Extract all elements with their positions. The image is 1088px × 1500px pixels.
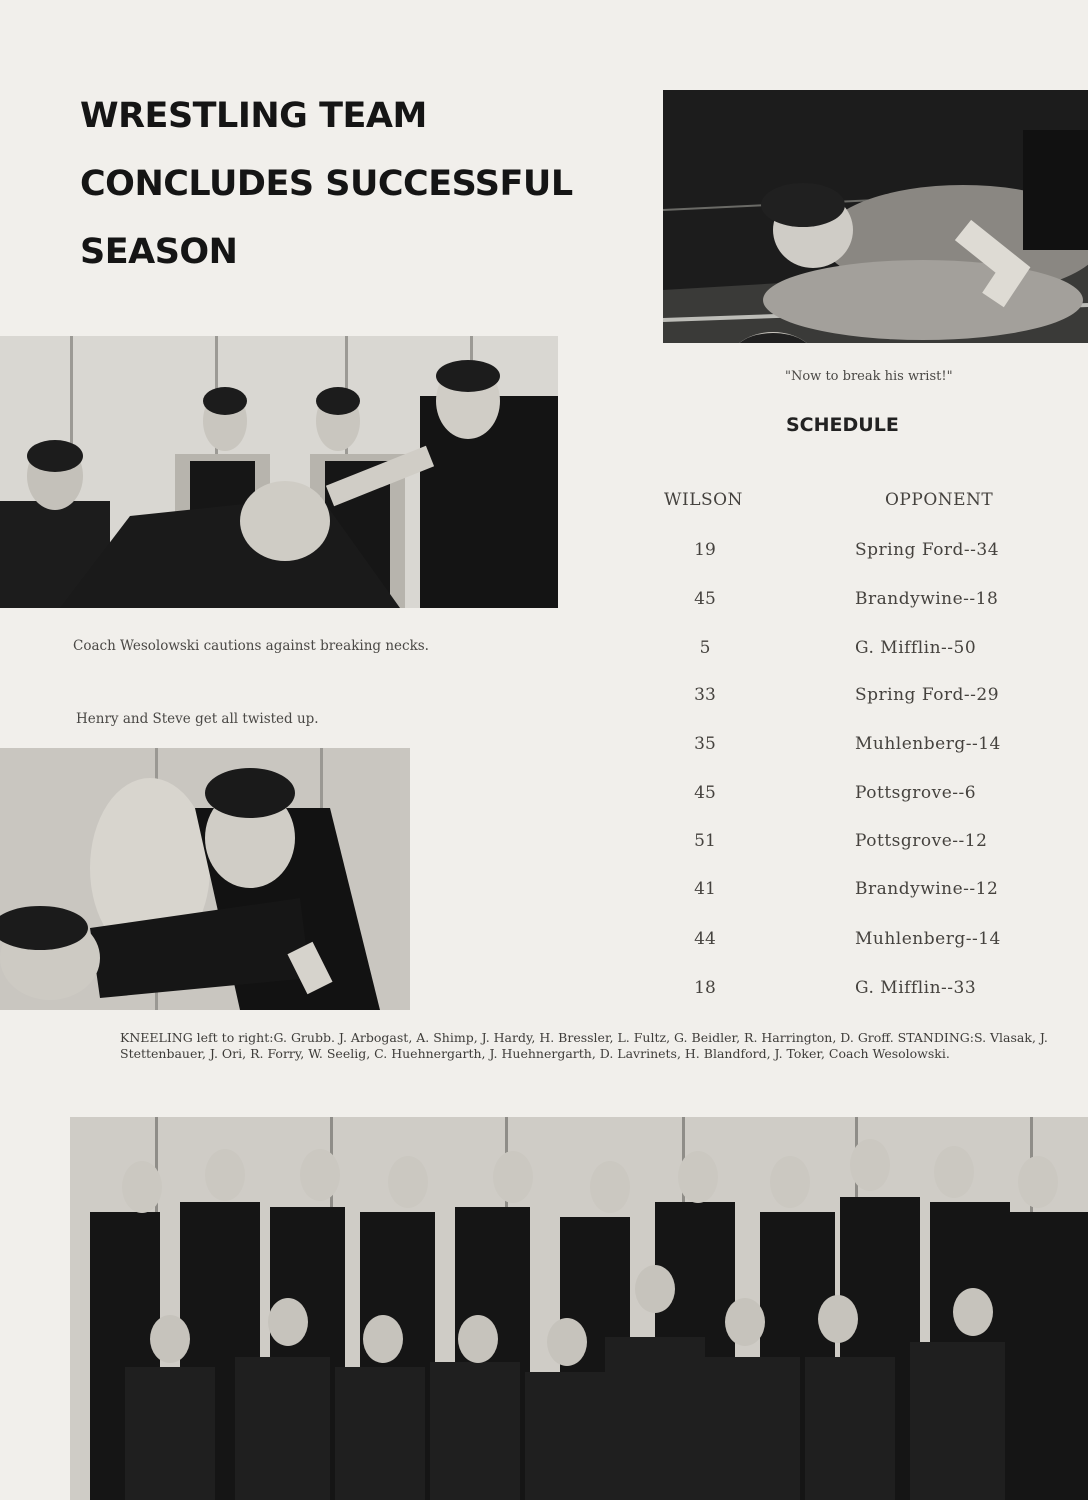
coach-caption: Coach Wesolowski cautions against breaking necks. xyxy=(73,638,429,654)
page-headline xyxy=(80,82,620,286)
wrist-hold-caption: "Now to break his wrist!" xyxy=(785,369,953,384)
headline-line-3: SEASON xyxy=(80,232,238,272)
opponent-score: G. Mifflin--33 xyxy=(855,978,977,998)
opponent-column-header: OPPONENT xyxy=(885,490,994,510)
schedule-row xyxy=(640,685,1070,715)
schedule-row xyxy=(640,978,1070,1008)
wilson-score: 33 xyxy=(694,685,716,705)
opponent-score: G. Mifflin--50 xyxy=(855,638,977,658)
schedule-row xyxy=(640,929,1070,959)
headline-line-2: CONCLUDES SUCCESSFUL xyxy=(80,164,573,204)
wilson-score: 45 xyxy=(694,783,716,803)
opponent-score: Pottsgrove--12 xyxy=(855,831,988,851)
wilson-score: 5 xyxy=(699,638,711,658)
wilson-score: 45 xyxy=(694,589,716,609)
opponent-score: Brandywine--12 xyxy=(855,879,999,899)
schedule-row xyxy=(640,638,1070,668)
twisted-caption: Henry and Steve get all twisted up. xyxy=(76,711,319,727)
wilson-score: 41 xyxy=(694,879,716,899)
schedule-row xyxy=(640,831,1070,861)
opponent-score: Brandywine--18 xyxy=(855,589,999,609)
wilson-score: 19 xyxy=(694,540,716,560)
opponent-score: Muhlenberg--14 xyxy=(855,929,1001,949)
opponent-score: Pottsgrove--6 xyxy=(855,783,977,803)
opponent-score: Spring Ford--29 xyxy=(855,685,1000,705)
schedule-row xyxy=(640,589,1070,619)
opponent-score: Muhlenberg--14 xyxy=(855,734,1001,754)
wilson-column-header: WILSON xyxy=(664,490,743,510)
team-photo xyxy=(70,1117,1088,1500)
headline-line-1: WRESTLING TEAM xyxy=(80,96,427,136)
twisted-photo xyxy=(0,748,410,1010)
schedule-row xyxy=(640,734,1070,764)
wilson-score: 51 xyxy=(694,831,716,851)
wrist-hold-photo xyxy=(663,90,1088,343)
team-photo-caption: KNEELING left to right:G. Grubb. J. Arbogast, A. Shimp, J. Hardy, H. Bressler, L. Fultz, G. Beidler, R. Harrington, D. Groff. STANDING:S. Vlasak, J. Stettenbauer, J. Ori, R. Forry, W. Seelig, C. Huehnergarth, J. Huehnergarth, D. Lavrinets, H. Blandford, J. Toker, Coach Wesolowski. xyxy=(120,1030,1048,1061)
schedule-row xyxy=(640,879,1070,909)
wilson-score: 44 xyxy=(694,929,716,949)
wilson-score: 18 xyxy=(694,978,716,998)
schedule-row xyxy=(640,540,1070,570)
schedule-row xyxy=(640,783,1070,813)
wilson-score: 35 xyxy=(694,734,716,754)
coach-photo xyxy=(0,336,558,608)
opponent-score: Spring Ford--34 xyxy=(855,540,1000,560)
schedule-title: SCHEDULE xyxy=(786,414,899,436)
